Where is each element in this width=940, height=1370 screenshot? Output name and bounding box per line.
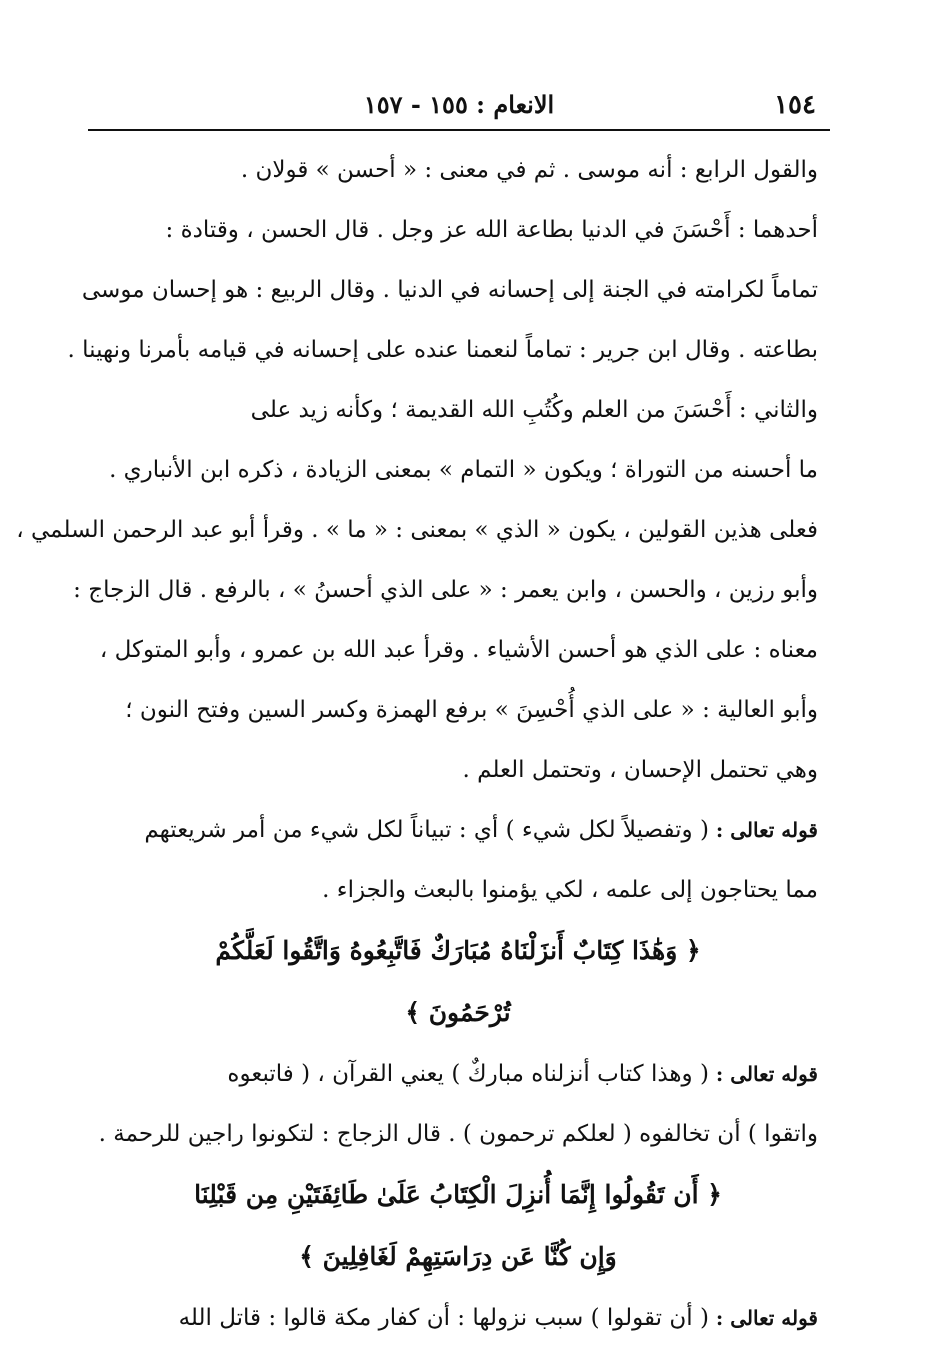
text-line — [98, 1288, 818, 1348]
text-line — [98, 380, 818, 440]
line-text: بطاعته . وقال ابن جرير : تماماً لنعمنا عنده على إحسانه في قيامه بأمرنا ونهينا . — [67, 337, 818, 363]
commentary-paragraph — [98, 140, 818, 200]
verse-reference-label: قوله تعالى : — [708, 818, 818, 842]
verse-line — [98, 1226, 818, 1288]
verse-line — [98, 920, 818, 982]
verse-line — [98, 1164, 818, 1226]
commentary-paragraph — [98, 800, 818, 920]
verse-reference-label: قوله تعالى : — [708, 1306, 818, 1330]
commentary-paragraph — [98, 1288, 818, 1348]
text-line — [98, 1044, 818, 1104]
line-text: مما يحتاجون إلى علمه ، لكي يؤمنوا بالبعث والجزاء . — [322, 877, 818, 903]
text-line — [98, 680, 818, 740]
quran-verse — [98, 1164, 818, 1288]
page-header — [88, 84, 830, 126]
line-text: ( أن تقولوا ) سبب نزولها : أن كفار مكة قالوا : قاتل الله — [178, 1305, 709, 1331]
text-line — [16, 500, 818, 560]
line-text: وأبو رزين ، والحسن ، وابن يعمر : « على الذي أحسنُ » ، بالرفع . قال الزجاج : — [73, 577, 818, 603]
line-text: ( وهذا كتاب أنزلناه مباركٌ ) يعني القرآن ، ( فاتبعوه — [227, 1061, 709, 1087]
line-text: ﴿ وَهَٰذَا كِتَابٌ أَنزَلْنَاهُ مُبَارَكٌ فَاتَّبِعُوهُ وَاتَّقُوا لَعَلَّكُمْ — [215, 936, 701, 965]
text-line — [98, 620, 818, 680]
line-text: أحدهما : أَحْسَنَ في الدنيا بطاعة الله عز وجل . قال الحسن ، وقتادة : — [165, 217, 818, 243]
line-text: ما أحسنه من التوراة ؛ ويكون « التمام » بمعنى الزيادة ، ذكره ابن الأنباري . — [109, 457, 818, 483]
text-line — [98, 200, 818, 260]
commentary-paragraph — [98, 1044, 818, 1164]
header-rule — [88, 129, 830, 131]
line-text: واتقوا ) أن تخالفوه ( لعلكم ترحمون ) . قال الزجاج : لتكونوا راجين للرحمة . — [98, 1121, 818, 1147]
page-number: ١٥٤ — [774, 90, 816, 120]
commentary-paragraph — [67, 200, 818, 380]
text-line — [98, 800, 818, 860]
line-text: ﴿ أَن تَقُولُوا إِنَّمَا أُنزِلَ الْكِتَابُ عَلَىٰ طَائِفَتَيْنِ مِن قَبْلِنَا — [194, 1180, 722, 1209]
text-line — [98, 140, 818, 200]
commentary-paragraph — [16, 380, 818, 800]
text-line — [73, 560, 818, 620]
line-text: معناه : على الذي هو أحسن الأشياء . وقرأ عبد الله بن عمرو ، وأبو المتوكل ، — [99, 637, 818, 663]
line-text: وهي تحتمل الإحسان ، وتحتمل العلم . — [462, 757, 818, 783]
quran-verse — [98, 920, 818, 1044]
line-text: والثاني : أَحْسَنَ من العلم وكُتُبِ الله القديمة ؛ وكأنه زيد على — [250, 397, 818, 423]
running-title: الانعام : ١٥٥ - ١٥٧ — [363, 90, 555, 119]
line-text: ( وتفصيلاً لكل شيء ) أي : تبياناً لكل شيء من أمر شريعتهم — [144, 817, 709, 843]
text-line — [98, 440, 818, 500]
text-line — [81, 260, 818, 320]
line-text: تُرْحَمُونَ ﴾ — [405, 998, 511, 1027]
text-line — [98, 860, 818, 920]
text-line — [98, 740, 818, 800]
text-line — [67, 320, 818, 380]
line-text: تماماً لكرامته في الجنة إلى إحسانه في الدنيا . وقال الربيع : هو إحسان موسى — [81, 277, 818, 303]
line-text: والقول الرابع : أنه موسى . ثم في معنى : « أحسن » قولان . — [240, 157, 818, 183]
line-text: وأبو العالية : « على الذي أُحْسِنَ » برفع الهمزة وكسر السين وفتح النون ؛ — [125, 697, 818, 723]
line-text: فعلى هذين القولين ، يكون « الذي » بمعنى : « ما » . وقرأ أبو عبد الرحمن السلمي ، — [16, 517, 818, 543]
line-text: وَإِن كُنَّا عَن دِرَاسَتِهِمْ لَغَافِلِينَ ﴾ — [299, 1242, 617, 1271]
verse-reference-label: قوله تعالى : — [708, 1062, 818, 1086]
page-body — [16, 140, 818, 1348]
text-line — [98, 1104, 818, 1164]
verse-line — [98, 982, 818, 1044]
